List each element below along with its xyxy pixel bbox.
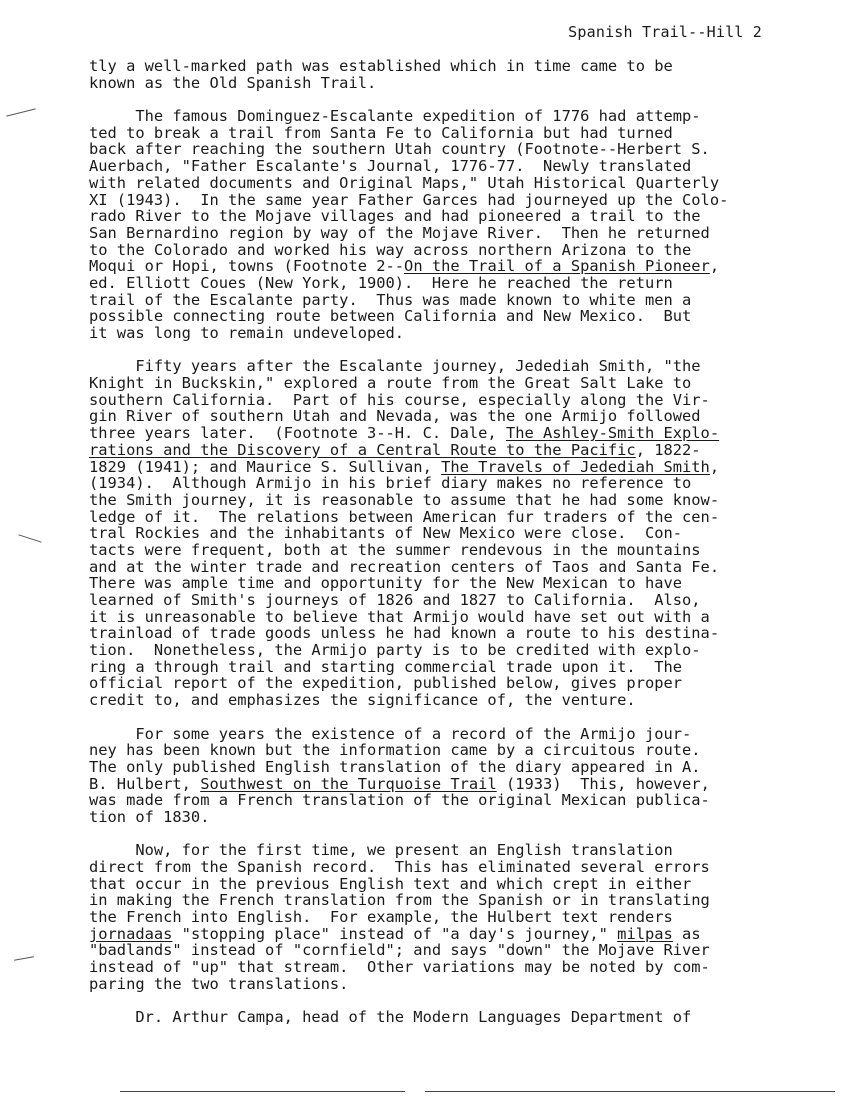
bottom-rule-left <box>120 1091 405 1092</box>
text-line <box>89 792 779 809</box>
text-run: Auerbach, "Father Escalante's Journal, 1776-77. Newly translated <box>89 157 692 176</box>
text-line <box>89 659 779 676</box>
text-run: ney has been known but the information came by a circuitous route. <box>89 741 701 760</box>
text-line <box>89 809 779 826</box>
text-run: tion. Nonetheless, the Armijo party is to be credited with explo- <box>89 641 701 660</box>
text-run: XI (1943). In the same year Father Garces had journeyed up the Colo- <box>89 190 729 209</box>
text-run: trainload of trade goods unless he had known a route to his destina- <box>89 624 720 643</box>
text-line <box>89 141 779 158</box>
text-run: direct from the Spanish record. This has eliminated several errors <box>89 858 710 876</box>
text-line <box>89 492 779 509</box>
text-run: to the Colorado and worked his way across northern Arizona to the <box>89 240 692 259</box>
text-line <box>89 75 779 92</box>
text-run: Now, for the first time, we present an English translation <box>89 841 673 860</box>
text-run: known as the Old Spanish Trail. <box>89 73 377 92</box>
text-run: , <box>709 457 720 476</box>
text-line <box>89 959 779 976</box>
text-run: , 1822- <box>635 440 701 459</box>
text-line <box>89 425 779 442</box>
text-run: tacts were frequent, both at the summer rendevous in the mountains <box>89 540 701 559</box>
text-run: the Smith journey, it is reasonable to assume that he had some know- <box>89 490 720 509</box>
text-line <box>89 375 779 392</box>
text-run: trail of the Escalante party. Thus was made known to white men a <box>89 290 692 309</box>
text-line <box>89 559 779 576</box>
text-run: (1933) This, however, <box>496 774 710 793</box>
text-line <box>89 275 779 292</box>
text-line <box>89 692 779 709</box>
text-line <box>89 876 779 893</box>
text-line <box>89 592 779 609</box>
text-run: paring the two translations. <box>89 974 349 993</box>
paragraph-gap <box>89 993 779 1010</box>
text-run: three years later. (Footnote 3--H. C. Dale, <box>89 424 506 443</box>
text-run: Dr. Arthur Campa, head of the Modern Languages Department of <box>89 1008 692 1027</box>
text-line <box>89 726 779 743</box>
text-run: Knight in Buckskin," explored a route from the Great Salt Lake to <box>89 374 692 393</box>
stray-mark-2 <box>18 534 41 542</box>
paragraph-6 <box>89 1009 779 1026</box>
text-line <box>89 308 779 325</box>
text-run: credit to, and emphasizes the significance of, the venture. <box>89 691 636 710</box>
underlined-title: The Ashley-Smith Explo- <box>505 424 720 443</box>
text-line <box>89 742 779 759</box>
text-line <box>89 926 779 943</box>
stray-mark-1 <box>6 108 35 116</box>
paragraph-3 <box>89 358 779 708</box>
text-line <box>89 859 779 876</box>
text-line <box>89 642 779 659</box>
text-run: Fifty years after the Escalante journey, Jedediah Smith, "the <box>89 357 701 376</box>
text-line <box>89 125 779 142</box>
text-line <box>89 542 779 559</box>
text-run: (1934). Although Armijo in his brief diary makes no reference to <box>89 474 692 493</box>
text-line <box>89 242 779 259</box>
text-run: back after reaching the southern Utah country (Footnote--Herbert S. <box>89 140 710 159</box>
text-run: ted to break a trail from Santa Fe to California but had turned <box>89 123 673 142</box>
text-line <box>89 942 779 959</box>
text-run: possible connecting route between California and New Mexico. But <box>89 307 692 326</box>
text-run: B. Hulbert, <box>89 774 201 793</box>
body-text <box>89 58 779 1026</box>
text-run: The famous Dominguez-Escalante expedition of 1776 had attemp- <box>89 107 701 126</box>
stray-mark-3 <box>14 956 34 960</box>
paragraph-1 <box>89 58 779 91</box>
text-run: as <box>672 924 701 943</box>
underlined-title: rations and the Discovery of a Central Route to the Pacific <box>89 440 636 459</box>
text-line <box>89 675 779 692</box>
text-run: ed. Elliott Coues (New York, 1900). Here he reached the return <box>89 273 673 292</box>
text-line <box>89 225 779 242</box>
text-run: with related documents and Original Maps," Utah Historical Quarterly <box>89 173 720 192</box>
text-line <box>89 976 779 993</box>
text-run: "badlands" instead of "cornfield"; and says "down" the Mojave River <box>89 941 710 960</box>
text-line <box>89 842 779 859</box>
text-run: , <box>709 257 720 276</box>
text-line <box>89 475 779 492</box>
paragraph-gap <box>89 826 779 843</box>
text-run: and at the winter trade and recreation centers of Taos and Santa Fe. <box>89 557 720 576</box>
text-line <box>89 325 779 342</box>
text-run: The only published English translation of the diary appeared in A. <box>89 757 701 776</box>
text-line <box>89 609 779 626</box>
underlined-title: milpas <box>617 924 673 943</box>
text-run: gin River of southern Utah and Nevada, was the one Armijo followed <box>89 407 701 426</box>
text-line <box>89 776 779 793</box>
text-line <box>89 408 779 425</box>
text-run: There was ample time and opportunity for the New Mexican to have <box>89 574 683 593</box>
text-run: learned of Smith's journeys of 1826 and 1827 to California. Also, <box>89 591 701 609</box>
text-run: southern California. Part of his course, especially along the Vir- <box>89 390 710 409</box>
text-line <box>89 58 779 75</box>
text-line <box>89 759 779 776</box>
text-run: that occur in the previous English text and which crept in either <box>89 874 692 893</box>
underlined-title: jornadaas <box>89 924 173 943</box>
text-run: Moqui or Hopi, towns (Footnote 2-- <box>89 257 405 276</box>
text-line <box>89 258 779 275</box>
text-line <box>89 108 779 125</box>
text-line <box>89 358 779 375</box>
paragraph-gap <box>89 91 779 108</box>
paragraph-gap <box>89 342 779 359</box>
paragraph-gap <box>89 709 779 726</box>
text-line <box>89 158 779 175</box>
text-line <box>89 892 779 909</box>
text-run: "stopping place" instead of "a day's journey," <box>172 924 618 943</box>
text-run: in making the French translation from the Spanish or in translating <box>89 891 710 910</box>
text-line <box>89 392 779 409</box>
text-line <box>89 509 779 526</box>
underlined-title: On the Trail of a Spanish Pioneer <box>404 257 710 276</box>
text-run: official report of the expedition, published below, gives proper <box>89 674 683 693</box>
text-run: ledge of it. The relations between American fur traders of the cen- <box>89 507 720 526</box>
text-line <box>89 625 779 642</box>
text-line <box>89 208 779 225</box>
underlined-title: Southwest on the Turquoise Trail <box>200 774 497 793</box>
text-run: it is unreasonable to believe that Armijo would have set out with a <box>89 607 710 626</box>
running-header: Spanish Trail--Hill 2 <box>568 23 762 41</box>
text-line <box>89 909 779 926</box>
text-run: rado River to the Mojave villages and had pioneered a trail to the <box>89 207 701 226</box>
text-run: tly a well-marked path was established which in time came to be <box>89 57 673 75</box>
text-line <box>89 192 779 209</box>
text-line <box>89 525 779 542</box>
text-run: it was long to remain undeveloped. <box>89 324 405 342</box>
text-run: tion of 1830. <box>89 807 210 826</box>
text-line <box>89 442 779 459</box>
text-run: 1829 (1941); and Maurice S. Sullivan, <box>89 457 442 476</box>
text-run: tral Rockies and the inhabitants of New Mexico were close. Con- <box>89 524 683 543</box>
text-line <box>89 459 779 476</box>
text-line <box>89 575 779 592</box>
text-run: instead of "up" that stream. Other variations may be noted by com- <box>89 958 710 977</box>
paragraph-5 <box>89 842 779 992</box>
paragraph-2 <box>89 108 779 342</box>
text-run: San Bernardino region by way of the Mojave River. Then he returned <box>89 223 710 242</box>
paragraph-4 <box>89 726 779 826</box>
text-run: ring a through trail and starting commercial trade upon it. The <box>89 657 683 676</box>
text-run: For some years the existence of a record of the Armijo jour- <box>89 724 692 743</box>
underlined-title: The Travels of Jedediah Smith <box>441 457 710 476</box>
text-run: the French into English. For example, the Hulbert text renders <box>89 908 673 927</box>
text-line <box>89 292 779 309</box>
text-run: was made from a French translation of the original Mexican publica- <box>89 791 710 810</box>
text-line <box>89 175 779 192</box>
bottom-rule-right <box>425 1091 835 1092</box>
text-line <box>89 1009 779 1026</box>
